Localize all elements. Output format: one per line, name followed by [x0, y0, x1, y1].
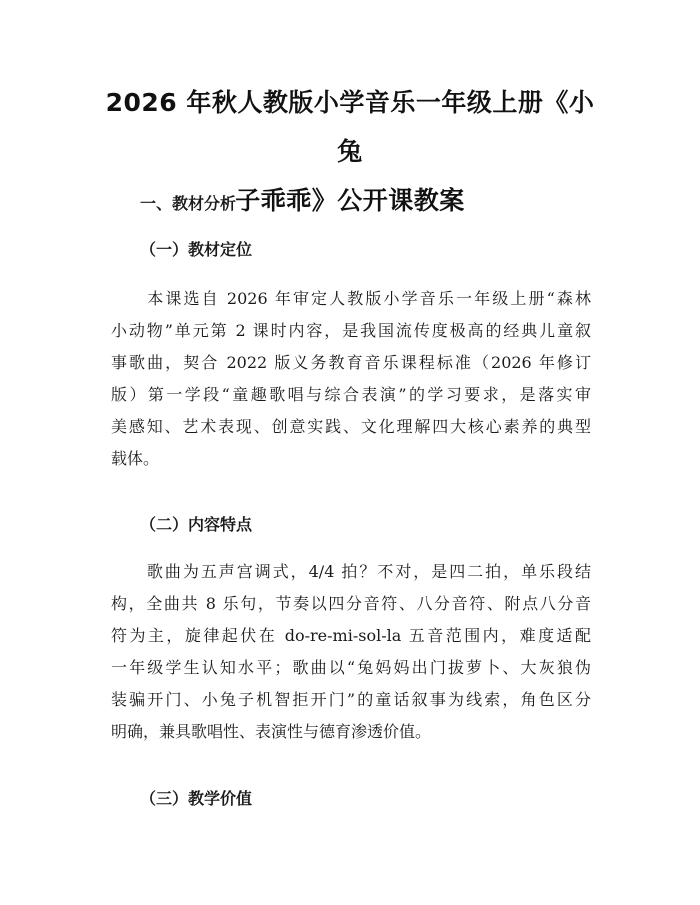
subsection-heading-features: （二）内容特点 — [140, 515, 253, 534]
paragraph-line: 美感知、艺术表现、创意实践、文化理解四大核心素养的典型 — [111, 417, 591, 436]
subsection-heading-value: （三）教学价值 — [140, 789, 253, 808]
section-heading-textbook-analysis: 一、教材分析 — [140, 194, 237, 213]
paragraph-line: 构，全曲共 8 乐句，节奏以四分音符、八分音符、附点八分音 — [111, 594, 591, 613]
paragraph-line: 小动物”单元第 2 课时内容，是我国流传度极高的经典儿童叙 — [111, 321, 591, 340]
paragraph-line: 载体。 — [111, 449, 160, 468]
subsection-heading-positioning: （一）教材定位 — [140, 240, 253, 259]
paragraph-line: 歌曲为五声宫调式，4/4 拍？不对，是四二拍，单乐段结 — [111, 562, 591, 581]
paragraph-positioning — [111, 283, 591, 475]
paragraph-line: 一年级学生认知水平；歌曲以“兔妈妈出门拔萝卜、大灰狼伪 — [111, 658, 591, 677]
paragraph-line: 明确，兼具歌唱性、表演性与德育渗透价值。 — [111, 722, 432, 741]
paragraph-line: 本课选自 2026 年审定人教版小学音乐一年级上册“森林 — [111, 289, 591, 308]
title-line-1: 2026 年秋人教版小学音乐一年级上册《小兔 — [105, 88, 595, 166]
paragraph-line: 装骗开门、小兔子机智拒开门”的童话叙事为线索，角色区分 — [111, 690, 591, 709]
title-line-2: 子乖乖》公开课教案 — [235, 186, 465, 215]
paragraph-line: 符为主，旋律起伏在 do-re-mi-sol-la 五音范围内，难度适配 — [111, 626, 591, 645]
paragraph-line: 事歌曲，契合 2022 版义务教育音乐课程标准（2026 年修订 — [111, 353, 591, 372]
paragraph-features — [111, 556, 591, 748]
paragraph-line: 版）第一学段“童趣歌唱与综合表演”的学习要求，是落实审 — [111, 385, 591, 404]
